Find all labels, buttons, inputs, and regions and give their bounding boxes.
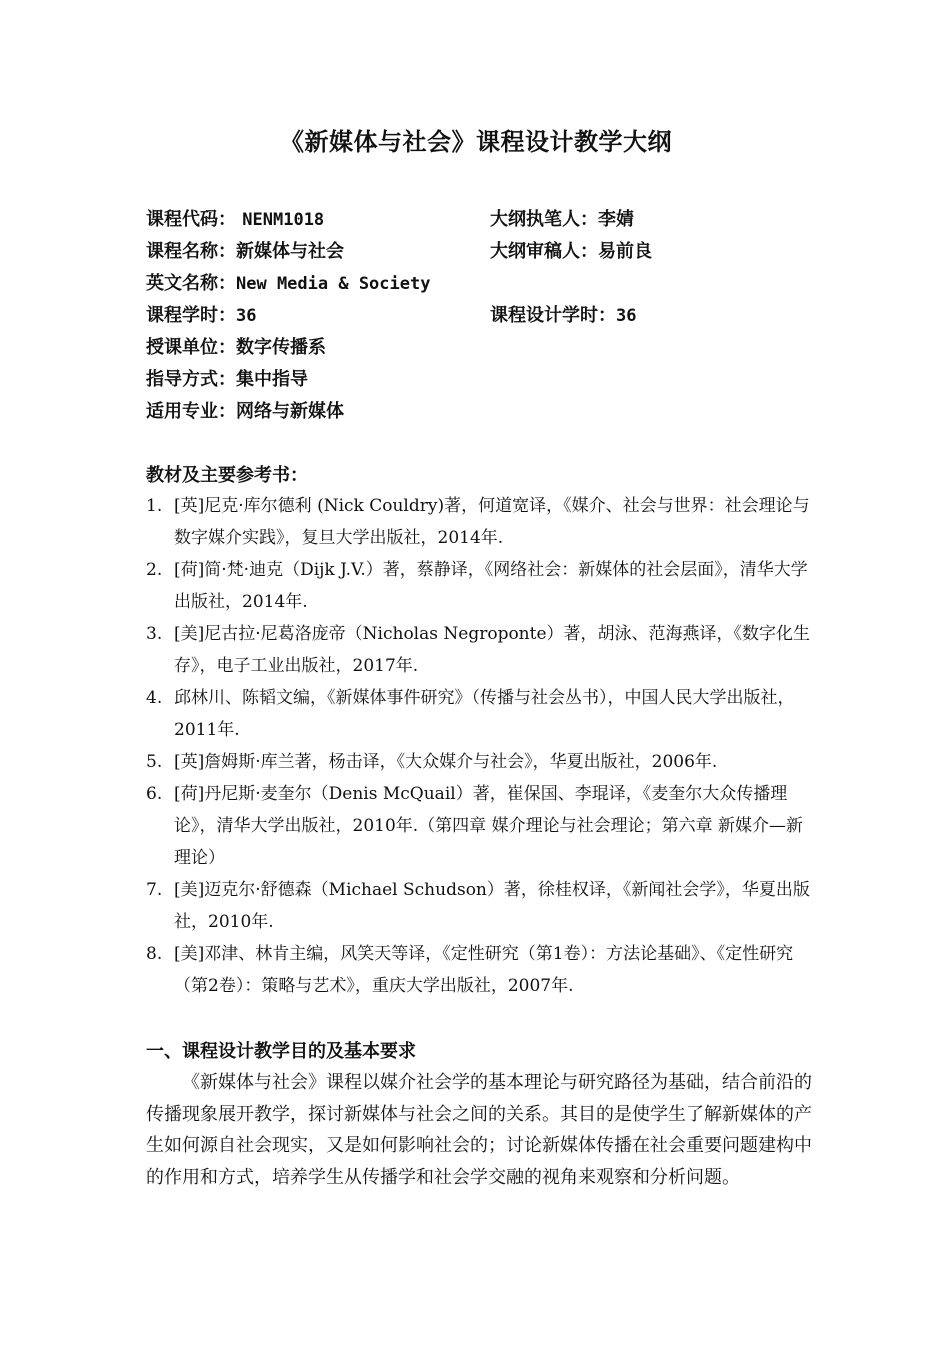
course-name-value: 新媒体与社会 [236, 241, 344, 262]
hours-row [146, 301, 256, 327]
reference-text: [荷]丹尼斯·麦奎尔（Denis McQuail）著，崔保国、李琨译，《麦奎尔大众传播理论》，清华大学出版社，2010年.（第四章 媒介理论与社会理论；第六章 新媒介—新理论） [174, 784, 803, 868]
unit-row [146, 333, 326, 359]
guidance-row [146, 365, 308, 391]
author-label: 大纲执笔人： [490, 209, 598, 230]
major-value: 网络与新媒体 [236, 401, 344, 422]
major-label: 适用专业： [146, 401, 236, 422]
design-hours-value: 36 [616, 306, 637, 326]
reference-text: [美]邓津、林肯主编，风笑天等译，《定性研究（第1卷）：方法论基础》、《定性研究（第2卷）：策略与艺术》，重庆大学出版社，2007年. [174, 944, 794, 996]
reference-number: 4. [146, 688, 163, 708]
references-list [146, 490, 816, 1002]
reference-number: 7. [146, 880, 163, 900]
section-body-text: 《新媒体与社会》课程以媒介社会学的基本理论与研究路径为基础，结合前沿的传播现象展开教学，探讨新媒体与社会之间的关系。其目的是使学生了解新媒体的产生如何源自社会现实，又是如何影响社会的；讨论新媒体传播在社会重要问题建构中的作用和方式，培养学生从传播学和社会学交融的视角来观察和分析问题。 [146, 1072, 812, 1188]
reference-text: [英]尼克·库尔德利 (Nick Couldry)著，何道宽译，《媒介、社会与世界：社会理论与数字媒介实践》，复旦大学出版社，2014年. [174, 496, 810, 548]
course-code-row [146, 205, 324, 231]
course-name-label: 课程名称： [146, 241, 236, 262]
reference-item [146, 490, 816, 554]
hours-value: 36 [236, 306, 257, 326]
reference-item [146, 874, 816, 938]
major-row [146, 397, 344, 423]
section-heading: 一、课程设计教学目的及基本要求 [146, 1041, 416, 1062]
design-hours-row [490, 301, 636, 327]
guidance-label: 指导方式： [146, 369, 236, 390]
english-name-label: 英文名称： [146, 273, 236, 294]
course-code-value: NENM1018 [242, 210, 325, 230]
reference-item [146, 778, 816, 874]
reference-number: 6. [146, 784, 163, 804]
reviewer-label: 大纲审稿人： [490, 241, 598, 262]
reference-item [146, 554, 816, 618]
reference-item [146, 618, 816, 682]
unit-label: 授课单位： [146, 337, 236, 358]
reference-item [146, 938, 816, 1002]
reference-number: 1. [146, 496, 163, 516]
page-title: 《新媒体与社会》课程设计教学大纲 [280, 128, 672, 156]
english-name-row [146, 269, 430, 295]
guidance-value: 集中指导 [236, 369, 308, 390]
unit-value: 数字传播系 [236, 337, 326, 358]
author-value: 李婧 [598, 209, 634, 230]
reference-text: [美]尼古拉·尼葛洛庞帝（Nicholas Negroponte）著，胡泳、范海燕译，《数字化生存》，电子工业出版社，2017年. [174, 624, 811, 676]
reference-text: [英]詹姆斯·库兰著，杨击译，《大众媒介与社会》，华夏出版社，2006年. [174, 752, 718, 772]
design-hours-label: 课程设计学时： [490, 305, 616, 326]
course-code-label: 课程代码： [146, 209, 236, 230]
author-row [490, 205, 634, 231]
reference-text: 邱林川、陈韬文编，《新媒体事件研究》（传播与社会丛书），中国人民大学出版社，2011年. [174, 688, 795, 740]
hours-label: 课程学时： [146, 305, 236, 326]
reference-number: 2. [146, 560, 163, 580]
reference-item [146, 682, 816, 746]
reference-number: 8. [146, 944, 163, 964]
reference-item [146, 746, 816, 778]
course-name-row [146, 237, 344, 263]
reference-text: [荷]简·梵·迪克（Dijk J.V.）著，蔡静译，《网络社会：新媒体的社会层面》，清华大学出版社，2014年. [174, 560, 808, 612]
english-name-value: New Media & Society [236, 274, 431, 294]
reference-text: [美]迈克尔·舒德森（Michael Schudson）著，徐桂权译，《新闻社会学》，华夏出版社，2010年. [174, 880, 810, 932]
reviewer-row [490, 237, 652, 263]
reference-number: 5. [146, 752, 163, 772]
reviewer-value: 易前良 [598, 241, 652, 262]
reference-number: 3. [146, 624, 163, 644]
references-heading: 教材及主要参考书： [146, 465, 308, 486]
